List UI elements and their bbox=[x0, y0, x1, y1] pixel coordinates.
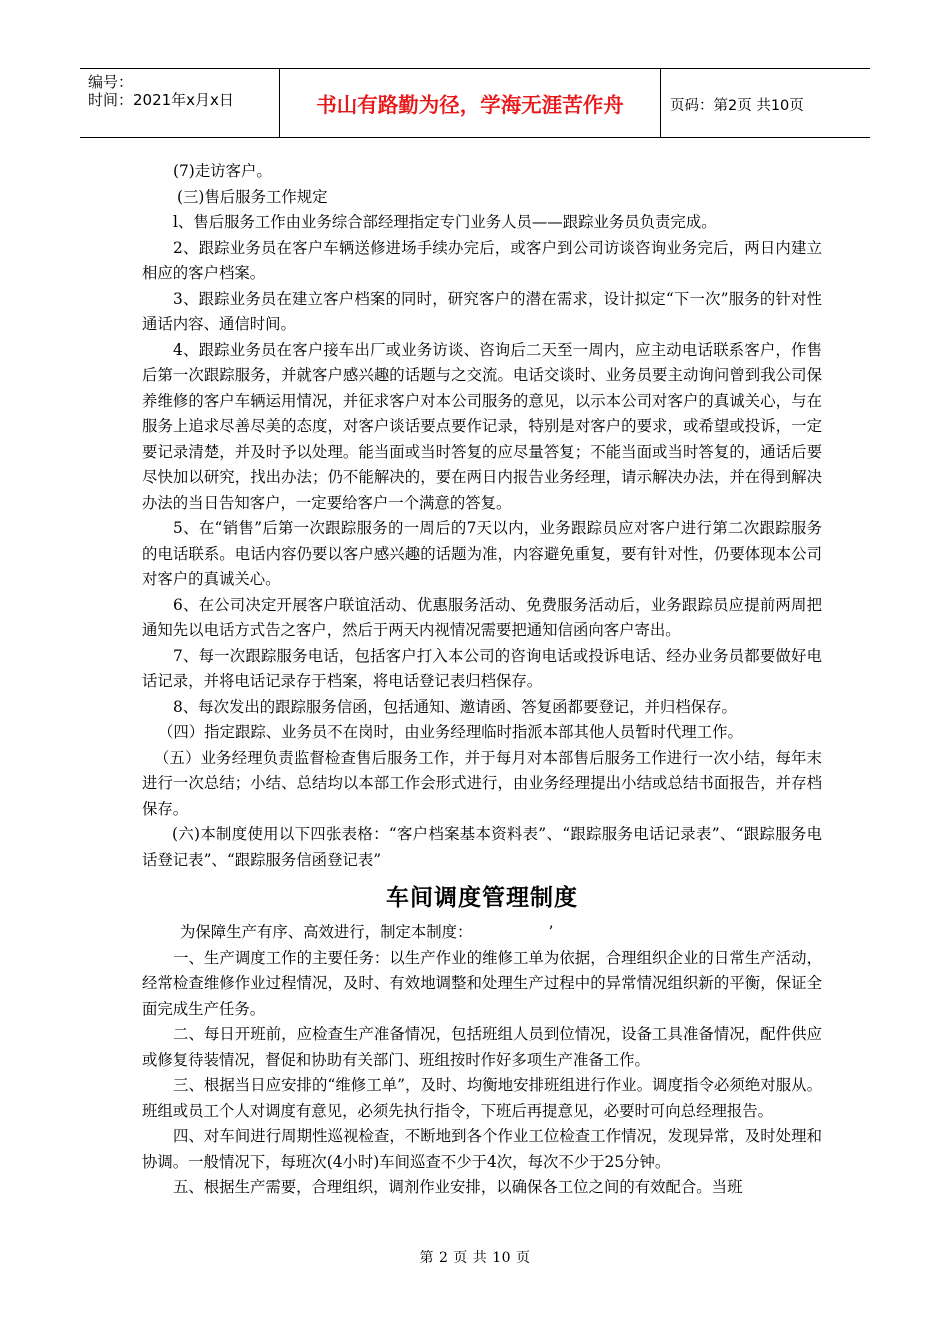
paragraph: 四、对车间进行周期性巡视检查，不断地到各个作业工位检查工作情况，发现异常，及时处理和协调。一般情况下，每班次(4小时)车间巡查不少于4次，每次不少于25分钟。 bbox=[142, 1127, 822, 1171]
paragraph: (六)本制度使用以下四张表格：“客户档案基本资料表”、“跟踪服务电话记录表”、“跟踪服务电话登记表”、“跟踪服务信函登记表” bbox=[142, 825, 822, 869]
paragraph: （四）指定跟踪、业务员不在岗时，由业务经理临时指派本部其他人员暂时代理工作。 bbox=[158, 723, 743, 741]
paragraph: 8、每次发出的跟踪服务信函，包括通知、邀请函、答复函都要登记，并归档保存。 bbox=[173, 697, 737, 716]
header-motto-cell bbox=[280, 69, 661, 137]
paragraph: 3、跟踪业务员在建立客户档案的同时，研究客户的潜在需求，设计拟定“下一次”服务的针对性通话内容、通信时间。 bbox=[142, 289, 822, 333]
document-body bbox=[142, 159, 822, 1201]
section-intro bbox=[142, 920, 822, 946]
page-footer: 第 2 页 共 10 页 bbox=[419, 1250, 531, 1266]
paragraph: 6、在公司决定开展客户联谊活动、优惠服务活动、免费服务活动后，业务跟踪员应提前两周把通知先以电话方式告之客户，然后于两天内视情况需要把通知信函向客户寄出。 bbox=[142, 595, 822, 639]
section-title: 车间调度管理制度 bbox=[386, 885, 578, 911]
paragraph: 二、每日开班前，应检查生产准备情况，包括班组人员到位情况，设备工具准备情况，配件供应或修复待装情况，督促和协助有关部门、班组按时作好多项生产准备工作。 bbox=[142, 1025, 822, 1069]
paragraph: 五、根据生产需要，合理组织，调剂作业安排，以确保各工位之间的有效配合。当班 bbox=[173, 1178, 743, 1196]
paragraph: l、售后服务工作由业务综合部经理指定专门业务人员——跟踪业务员负责完成。 bbox=[173, 213, 717, 231]
paragraph: 2、跟踪业务员在客户车辆送修进场手续办完后，或客户到公司访谈咨询业务完后，两日内建立相应的客户档案。 bbox=[142, 238, 822, 282]
paragraph: 5、在“销售”后第一次跟踪服务的一周后的7天以内，业务跟踪员应对客户进行第二次跟踪服务的电话联系。电话内容仍要以客户感兴趣的话题为准，内容避免重复，要有针对性，仍要体现本公司对客户的真诚关心。 bbox=[142, 519, 822, 588]
header-meta-cell bbox=[80, 69, 280, 137]
paragraph: （五）业务经理负责监督检查售后服务工作，并于每月对本部售后服务工作进行一次小结，每年末进行一次总结；小结、总结均以本部工作会形式进行，由业务经理提出小结或总结书面报告，并存档保存。 bbox=[142, 748, 822, 818]
document-number-label: 编号： bbox=[88, 73, 134, 91]
header-page-cell bbox=[662, 69, 870, 137]
stray-mark: ’ bbox=[548, 923, 554, 941]
subsection-heading: (三)售后服务工作规定 bbox=[177, 187, 328, 206]
section-intro-text: 为保障生产有序、高效进行，制定本制度： bbox=[180, 923, 473, 941]
paragraph: 三、根据当日应安排的“维修工单”，及时、均衡地安排班组进行作业。调度指令必须绝对服从。班组或员工个人对调度有意见，必须先执行指令，下班后再提意见，必要时可向总经理报告。 bbox=[142, 1076, 822, 1120]
paragraph: 7、每一次跟踪服务电话，包括客户打入本公司的咨询电话或投诉电话、经办业务员都要做好电话记录，并将电话记录存于档案，将电话登记表归档保存。 bbox=[142, 646, 822, 690]
header-page-info: 页码：第2页 共10页 bbox=[670, 98, 804, 114]
page-header bbox=[80, 68, 870, 138]
paragraph: (7)走访客户。 bbox=[173, 162, 272, 180]
paragraph: 4、跟踪业务员在客户接车出厂或业务访谈、咨询后二天至一周内，应主动电话联系客户，作售后第一次跟踪服务，并就客户感兴趣的话题与之交流。电话交谈时、业务员要主动询问曾到我公司保养维修的客户车辆运用情况，并征求客户对本公司服务的意见，以示本公司对客户的真诚关心，与在服务上追求尽善尽美的态度，对客户谈话要点要作记录，特别是对客户的要求，或希望或投诉，一定要记录清楚，并及时予以处理。能当面或当时答复的应尽量答复；不能当面或当时答复的，通话后要尽快加以研究，找出办法；仍不能解决的，要在两日内报告业务经理，请示解决办法，并在得到解决办法的当日告知客户，一定要给客户一个满意的答复。 bbox=[142, 340, 822, 512]
paragraph: 一、生产调度工作的主要任务：以生产作业的维修工单为依据，合理组织企业的日常生产活动，经常检查维修作业过程情况，及时、有效地调整和处理生产过程中的异常情况组织新的平衡，保证全面完成生产任务。 bbox=[142, 948, 822, 1018]
header-motto: 书山有路勤为径，学海无涯苦作舟 bbox=[316, 93, 624, 117]
document-date-label: 时间：2021年x月x日 bbox=[88, 91, 234, 109]
